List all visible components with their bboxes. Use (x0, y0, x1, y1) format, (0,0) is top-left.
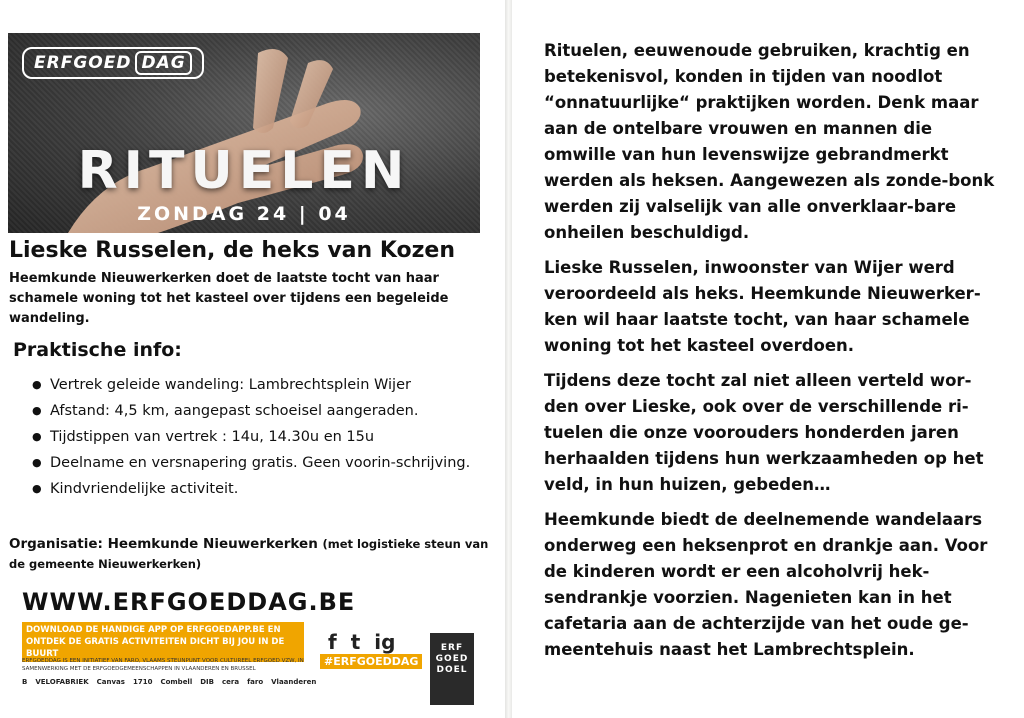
instagram-icon[interactable]: ig (374, 630, 396, 654)
sponsor-logo: 1710 (132, 678, 153, 686)
logo-text-main: ERFGOED (34, 53, 132, 73)
info-item-child-friendly: ● Kindvriendelijke activiteit. (32, 478, 487, 500)
event-banner (8, 33, 480, 233)
event-description: Heemkunde Nieuwerkerken doet de laatste tocht van haar schamele woning tot het kasteel over tijdens een begeleide wandeling. (9, 271, 449, 326)
sponsor-logo: B (22, 678, 28, 686)
organisation (9, 534, 489, 574)
logo-text-accent: DAG (135, 51, 191, 75)
event-title: Lieske Russelen, de heks van Kozen (9, 238, 456, 263)
erfgoed-doel-line: ERF (440, 643, 464, 653)
fine-print: ERFGOEDDAG IS EEN INITIATIEF VAN FARO, VLAAMS STEUNPUNT VOOR CULTUREEL ERFGOED VZW, IN SAMENWERKING MET DE ERFGOEDGEMEENSCHAPPEN IN VLAANDEREN EN BRUSSEL (22, 658, 304, 672)
app-promo-banner: DOWNLOAD DE HANDIGE APP OP ERFGOEDAPP.BE EN ONTDEK DE GRATIS ACTIVITEITEN DICHT BIJ JOU IN DE BUURT (22, 622, 304, 662)
social-links (328, 630, 395, 654)
erfgoed-doel-line: DOEL (436, 665, 468, 675)
organisation-label: Organisatie: Heemkunde Nieuwerkerken (9, 536, 318, 552)
info-item-distance: ● Afstand: 4,5 km, aangepast schoeisel aangeraden. (32, 400, 487, 422)
paragraph-rituals: Rituelen, eeuwenoude gebruiken, krachtig en betekenisvol, konden in tijden van noodlot “onnatuurlijke“ praktijken worden. Denk maar aan de ontelbare vrouwen en mannen die omwille van hun levenswijze gebrandmerkt werden als heksen. Aangewezen als zonde-bonk werden zij valselijk van alle onverklaar-bare onheilen beschuldigd. (544, 41, 995, 242)
erfgoed-doel-logo (430, 633, 474, 705)
practical-info-list (32, 374, 487, 504)
banner-title: RITUELEN (77, 141, 411, 201)
hashtag-badge: #ERFGOEDDAG (320, 654, 422, 669)
sponsor-logo: faro (247, 678, 264, 686)
sponsor-logo: Vlaanderen (271, 678, 317, 686)
website-url-link[interactable]: WWW.ERFGOEDDAG.BE (22, 588, 356, 616)
left-page (0, 0, 505, 718)
erfgoed-doel-line: GOED (435, 654, 469, 664)
sponsor-logo: cera (222, 678, 240, 686)
paragraph-refreshments: Heemkunde biedt de deelnemende wandelaars onderweg een heksenprot en drankje aan. Voor de kinderen wordt er een alcoholvrij hek-sendrankje voorzien. Nagenieten kan in het cafetaria aan de achterzijde van het oude ge-meentehuis naast het Lambrechtsplein. (544, 510, 988, 659)
sponsor-logo: Combell (160, 678, 193, 686)
page-fold (505, 0, 512, 718)
sponsor-logo: VELOFABRIEK (35, 678, 89, 686)
paragraph-lieske: Lieske Russelen, inwoonster van Wijer werd veroordeeld als heks. Heemkunde Nieuwerker-ken wil haar laatste tocht, van haar schamele woning tot het kasteel overdoen. (544, 258, 981, 355)
organisation-note: (met logistieke steun van de gemeente Nieuwerkerken) (9, 537, 489, 571)
info-item-departure: ● Vertrek geleide wandeling: Lambrechtsplein Wijer (32, 374, 487, 396)
paragraph-tour: Tijdens deze tocht zal niet alleen verteld wor-den over Lieske, ook over de verschillende ri-tuelen die onze voorouders honderden jaren herhaalden tijdens hun werkzaamheden op het veld, in hun huizen, gebeden… (544, 371, 984, 494)
practical-info-heading: Praktische info: (13, 339, 182, 361)
twitter-icon[interactable]: t (350, 630, 361, 654)
erfgoeddag-logo (22, 47, 204, 79)
info-item-participation: ● Deelname en versnapering gratis. Geen voorin-schrijving. (32, 452, 487, 474)
facebook-icon[interactable]: f (328, 630, 337, 654)
right-page-text (544, 38, 999, 672)
sponsor-logo: Canvas (96, 678, 125, 686)
info-item-times: ● Tijdstippen van vertrek : 14u, 14.30u en 15u (32, 426, 487, 448)
banner-date: ZONDAG 24 | 04 (137, 203, 351, 225)
sponsor-logos (22, 678, 422, 686)
sponsor-logo: DIB (200, 678, 215, 686)
